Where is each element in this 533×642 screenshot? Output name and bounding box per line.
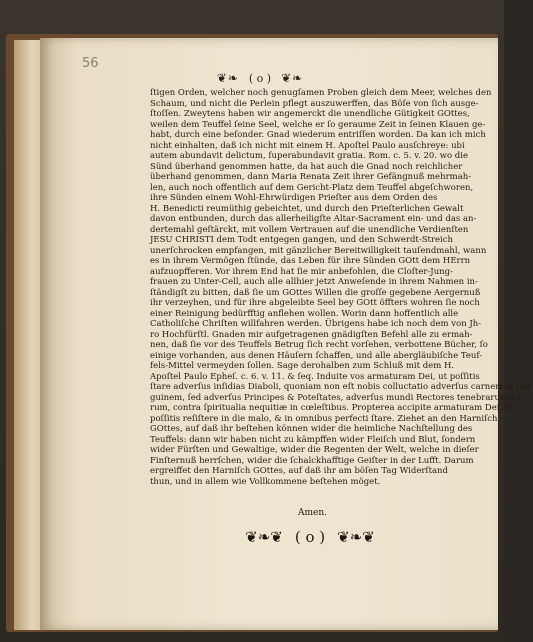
footer-left-ornament: ❦❧❦ <box>245 528 283 546</box>
text-line: es in ihrem Vermögen ſtünde, das Leben für ihre Sünden GOtt dem HErrn <box>150 256 471 266</box>
page-footer <box>210 528 410 546</box>
closing-word: Amen. <box>297 508 328 518</box>
text-line: einer Reinigung bedürfftig anflehen wollen. Worin dann hoffentlich alle <box>150 308 459 319</box>
text-line: weilen dem Teuffel ſeine Seel, welche er ſo geraume Zeit in ſeinen Klauen ge- <box>150 119 486 130</box>
text-line: frauen zu Unter-Cell, auch alle allhier jetzt Anweſende in ihrem Nahmen in- <box>150 277 478 287</box>
text-line: aufzuopfferen. Vor ihrem End hat ſie mir anbefohlen, die Cloſter-Jung- <box>150 266 453 277</box>
text-line: davon entbunden, durch das allerheiligſte Altar-Sacrament ein- und das an- <box>150 214 477 224</box>
text-line: Catholiſche Chriſten willfahren werden. Übrigens habe ich noch dem von Jh- <box>150 319 482 329</box>
text-line: ſtändigſt zu bitten, daß ſie um GOttes Willen die groſſe gegebene Aergernuß <box>150 287 481 298</box>
header-mark: ( o ) <box>248 71 272 85</box>
text-line: fels-Mittel vermeyden ſollen. Sage derohalben zum Schluß mit dem H. <box>150 361 455 371</box>
text-line: Sünd überhand genommen hatte, da hat auch die Gnad noch reichlicher <box>150 161 463 172</box>
text-line: Teuffels: dann wir haben nicht zu kämpffen wider Fleiſch und Blut, ſondern <box>150 434 476 445</box>
text-line: Schaum, und nicht die Perlein pflegt auszuwerffen, das Böſe von ſich ausge- <box>150 98 479 109</box>
footer-mark: ( o ) <box>294 528 326 546</box>
text-line: einige vorhanden, aus denen Häuſern ſchaffen, und alle abergläubiſche Teuf- <box>150 350 483 361</box>
text-line: GOttes, auf daß ihr beſtehen können wider die heimliche Nachſtellung des <box>150 424 473 434</box>
page-header <box>150 70 370 86</box>
text-line: ergreiffet den Harniſch GOttes, auf daß ihr am böſen Tag Widerſtand <box>150 466 448 476</box>
text-line: dertemahl geſtärckt, mit vollem Vertrauen auf die unendliche Verdienſten <box>150 224 469 235</box>
header-right-ornament: ❦❧ <box>281 71 304 85</box>
text-line: überhand genommen, dann Maria Renata Zeit ihrer Gefängnuß mehrmah- <box>150 172 472 182</box>
folio-number: 56 <box>82 56 99 71</box>
text-line: wider Fürſten und Gewaltige, wider die Regenten der Welt, welche in dieſer <box>150 445 479 455</box>
text-line: H. Benedicti reumüthig gebeichtet, und durch den Prieſterlichen Gewalt <box>150 203 464 214</box>
text-line: habt, durch eine beſonder. Gnad wiederum entriſſen worden. Da kan ich mich <box>150 130 486 140</box>
text-line: JESU CHRISTI dem Todt entgegen gangen, und den Schwerdt-Streich <box>150 235 453 245</box>
footer-right-ornament: ❦❧❦ <box>337 528 375 546</box>
text-line: autem abundavit delictum, ſuperabundavit gratia. Rom. c. 5. v. 20. wo die <box>150 151 468 161</box>
header-left-ornament: ❦❧ <box>216 71 239 85</box>
text-line: thun, und in allem wie Vollkommene beſtehen möget. <box>150 476 381 487</box>
text-line: Finſternuß herrſchen, wider die ſchalckhafftige Geiſter in der Lufft. Darum <box>150 455 474 466</box>
body-text <box>150 88 533 487</box>
text-line: guinem, ſed adverſus Principes & Poteſtates, adverſus mundi Rectores tenebrarum ha- <box>150 392 525 403</box>
text-line: ro Hochfürſtl. Gnaden mir aufgetragenen gnädigſten Befehl alle zu ermah- <box>150 329 473 340</box>
text-line: nicht einhalten, daß ich nicht mit einem H. Apoſtel Paulo ausſchreye: ubi <box>150 140 465 151</box>
text-line: ſtare adverſus inſidias Diaboli, quoniam non eſt nobis colluctatio adverſus carnem & ſan- <box>150 382 533 392</box>
text-line: unerſchrocken empfangen, mit gänzlicher Bereitwilligkeit tauſendmahl, wann <box>150 245 487 256</box>
text-line: nen, daß ſie vor des Teuffels Betrug ſich recht vorſehen, verbottene Bücher, ſo <box>150 340 488 350</box>
text-line: ſtigen Orden, welcher noch genugſamen Proben gleich dem Meer, welches den <box>150 88 492 98</box>
text-line: ſtoſſen. Zweytens haben wir angemerckt die unendliche Gütigkeit GOttes, <box>150 109 470 119</box>
text-line: rum, contra ſpiritualia nequitiæ in cœleſtibus. Propterea accipite armaturam Dei, ut <box>150 403 514 413</box>
text-line: len, auch noch offentlich auf dem Gericht-Platz dem Teuffel abgeſchworen, <box>150 182 474 193</box>
text-line: Apoſtel Paulo Epheſ. c. 6. v. 11. & ſeq. Induite vos armaturam Dei, ut poſſitis <box>150 371 480 382</box>
text-line: poſſitis reſiſtere in die malo, & in omnibus perfecti ſtare. Ziehet an den Harniſch <box>150 413 498 424</box>
text-line: ihr verzeyhen, und für ihre abgeleibte Seel bey GOtt öffters wohren ſie noch <box>150 298 480 308</box>
text-line: ihre Sünden einem Wohl-Ehrwürdigen Prieſter aus dem Orden des <box>150 193 438 203</box>
